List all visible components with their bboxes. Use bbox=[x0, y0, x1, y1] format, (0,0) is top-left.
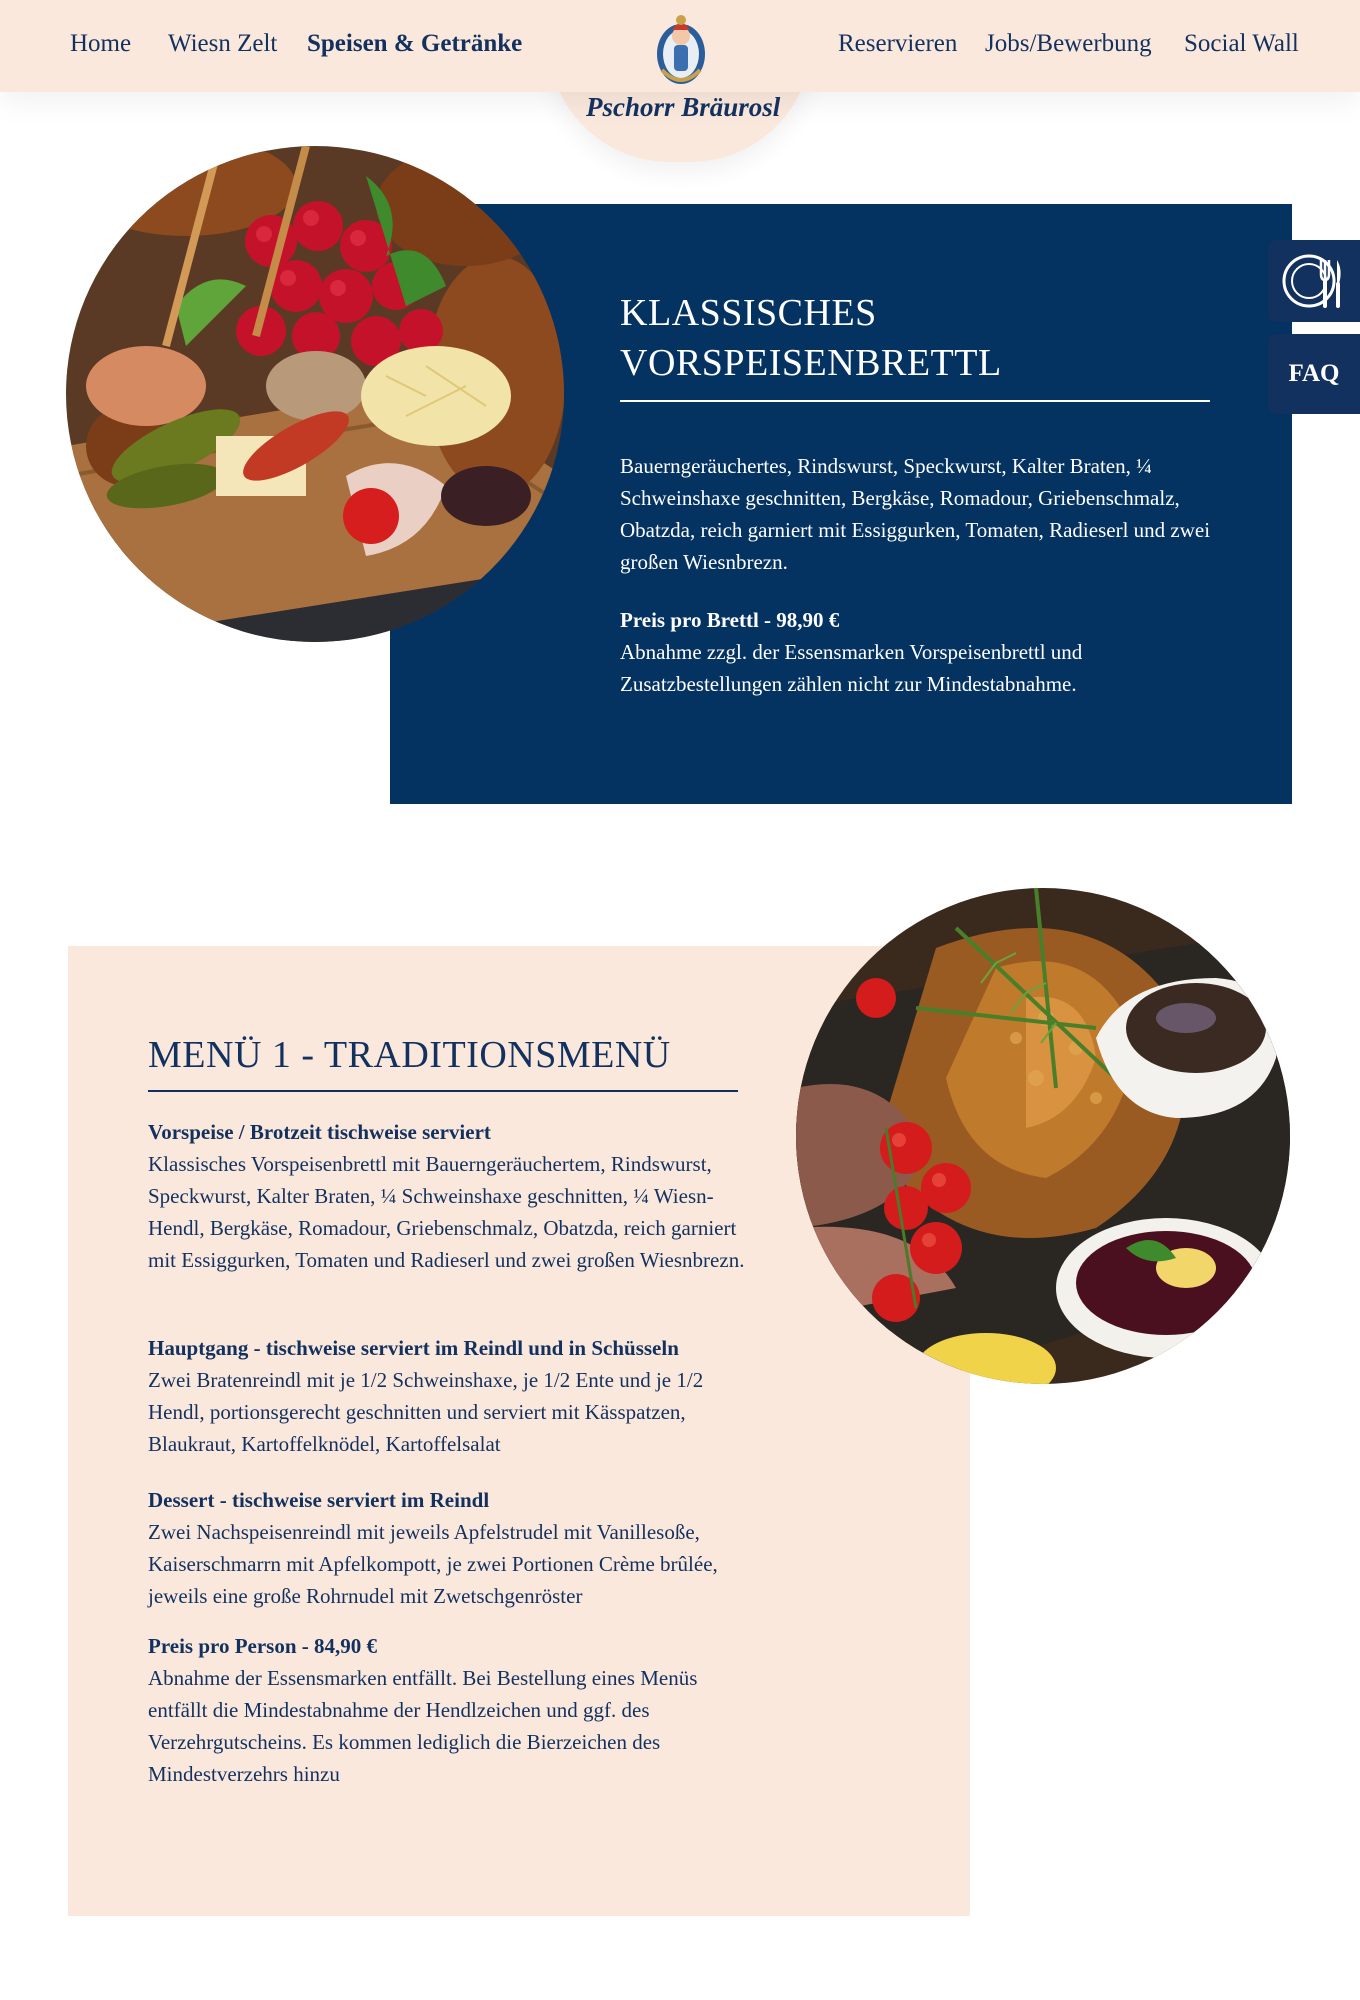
brettl-price: Preis pro Brettl - 98,90 € bbox=[620, 608, 840, 632]
menu-main-block bbox=[148, 1332, 748, 1460]
nav-speisen-getraenke[interactable]: Speisen & Getränke bbox=[307, 30, 523, 57]
brettl-photo bbox=[66, 146, 564, 642]
nav-wiesn-zelt[interactable]: Wiesn Zelt bbox=[168, 30, 278, 57]
brettl-note: Abnahme zzgl. der Essensmarken Vorspeisenbrettl und Zusatzbestellungen zählen nicht zur Mindestabnahme. bbox=[620, 640, 1083, 696]
menu-price: Preis pro Person - 84,90 € bbox=[148, 1634, 378, 1658]
brettl-description: Bauerngeräuchertes, Rindswurst, Speckwurst, Kalter Braten, ¼ Schweinshaxe geschnitten, Bergkäse, Romadour, Griebenschmalz, Obatzda, reich garniert mit Essiggurken, Tomaten, Radieserl und zwei großen Wiesnbrezn. bbox=[620, 454, 1211, 574]
nav-social-wall[interactable]: Social Wall bbox=[1184, 30, 1299, 57]
menu-price-block bbox=[148, 1630, 748, 1790]
brettl-title bbox=[620, 288, 1210, 388]
menu-starter-heading: Vorspeise / Brotzeit tischweise serviert bbox=[148, 1120, 491, 1144]
menu-main-text: Zwei Bratenreindl mit je 1/2 Schweinshaxe, je 1/2 Ente und je 1/2 Hendl, portionsgerecht geschnitten und serviert mit Kässpatzen, Blaukraut, Kartoffelknödel, Kartoffelsalat bbox=[148, 1368, 704, 1456]
menu-dessert-block bbox=[148, 1484, 748, 1612]
menu-main-heading: Hauptgang - tischweise serviert im Reindl und in Schüsseln bbox=[148, 1336, 679, 1360]
menu-starter-text: Klassisches Vorspeisenbrettl mit Bauerngeräuchertem, Rindswurst, Speckwurst, Kalter Braten, ¼ Schweinshaxe geschnitten, ¼ Wiesn-Hendl, Bergkäse, Romadour, Griebenschmalz, Obatzda, reich garniert mit Essiggurken, Tomaten und Radieserl und zwei großen Wiesnbrezn. bbox=[148, 1152, 745, 1272]
menu-dessert-heading: Dessert - tischweise serviert im Reindl bbox=[148, 1488, 490, 1512]
menu-side-button[interactable] bbox=[1268, 240, 1360, 322]
brettl-title-line2: VORSPEISENBRETTL bbox=[620, 342, 1002, 384]
nav-jobs-bewerbung[interactable]: Jobs/Bewerbung bbox=[985, 30, 1152, 57]
traditionsmenu-title: MENÜ 1 - TRADITIONSMENÜ bbox=[148, 1034, 671, 1076]
traditionsmenu-photo bbox=[796, 888, 1290, 1384]
nav-home[interactable]: Home bbox=[70, 30, 132, 57]
menu-price-note: Abnahme der Essensmarken entfällt. Bei Bestellung eines Menüs entfällt die Mindestabnahme der Hendlzeichen und ggf. des Verzehrgutscheins. Es kommen lediglich die Bierzeichen des Mindestverzehrs hinzu bbox=[148, 1666, 698, 1786]
traditionsmenu-title-divider bbox=[148, 1090, 738, 1092]
brand-logo[interactable] bbox=[586, 10, 781, 128]
plate-fork-knife-icon bbox=[1281, 248, 1347, 314]
crest-icon bbox=[650, 10, 712, 90]
menu-dessert-text: Zwei Nachspeisenreindl mit jeweils Apfelstrudel mit Vanillesoße, Kaiserschmarrn mit Apfelkompott, je zwei Portionen Crème brûlée, jeweils eine große Rohrnudel mit Zwetschgenröster bbox=[148, 1520, 718, 1608]
faq-side-button[interactable]: FAQ bbox=[1268, 334, 1360, 414]
brettl-title-line1: KLASSISCHES bbox=[620, 292, 877, 334]
menu-starter-block bbox=[148, 1116, 748, 1276]
brettl-title-divider bbox=[620, 400, 1210, 402]
logo-wordmark: Pschorr Bräurosl bbox=[586, 92, 781, 122]
nav-reservieren[interactable]: Reservieren bbox=[838, 30, 958, 57]
